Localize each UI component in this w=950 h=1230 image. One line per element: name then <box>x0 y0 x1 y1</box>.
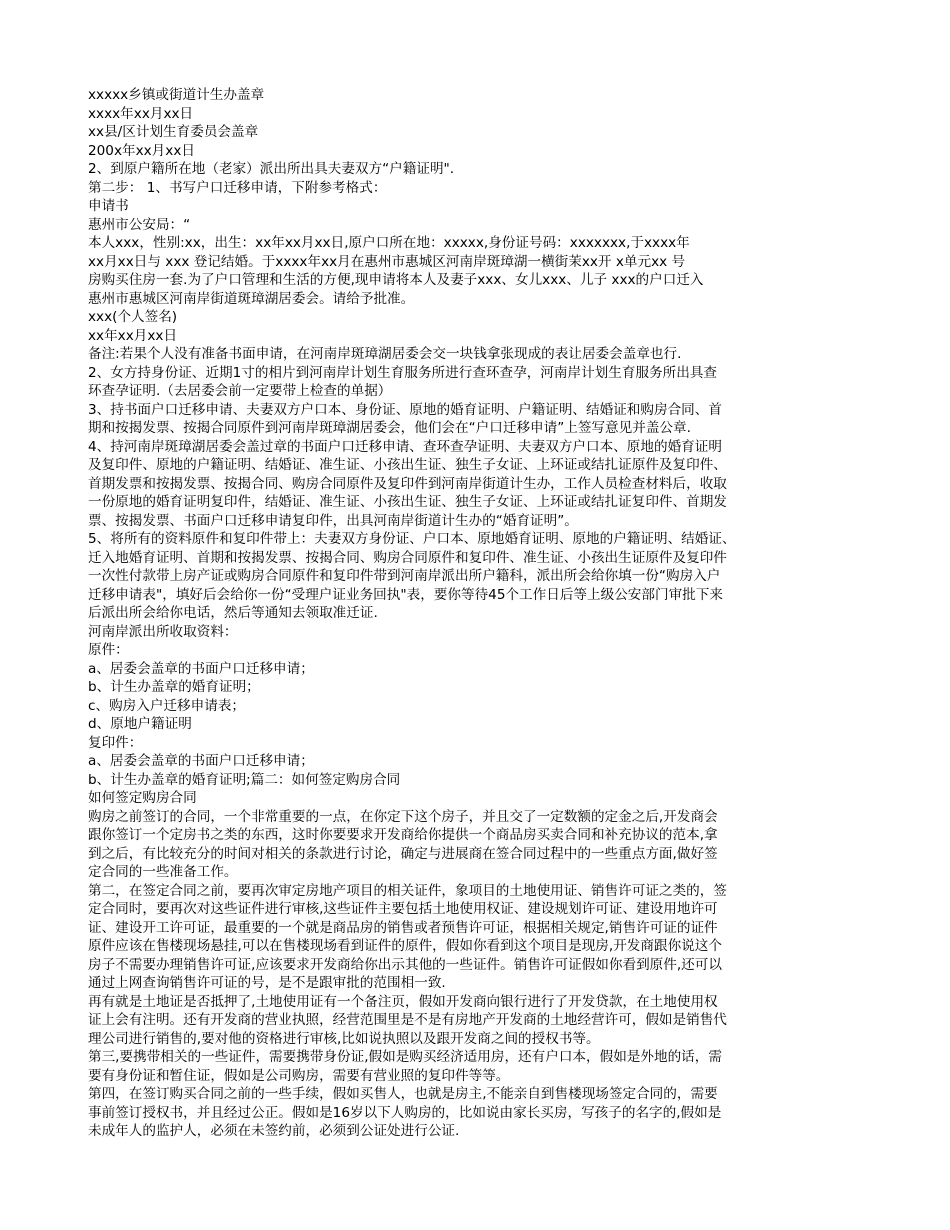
document-line: 再有就是土地证是否抵押了,土地使用证有一个备注页，假如开发商向银行进行了开发贷款，在土地使用权 <box>88 993 718 1010</box>
document-line: xx月xx日与 xxx 登记结婚。于xxxx年xx月在惠州市惠城区河南岸斑璋湖一横街茉xx开 x单元xx 号 <box>88 253 686 270</box>
document-line: 理公司进行销售的,要对他的资格进行审核,比如说执照以及跟开发商之间的授权书等。 <box>88 1030 600 1047</box>
document-line: c、购房入户迁移申请表； <box>88 697 246 714</box>
document-line: 证、建设开工许可证，最重要的一个就是商品房的销售或者预售许可证，根据相关规定,销售许可证的证件 <box>88 919 718 936</box>
document-line: 第四，在签订购买合同之前的一些手续，假如买售人，也就是房主,不能亲自到售楼现场签定合同的，需要 <box>88 1086 718 1102</box>
document-line: 迁入地婚育证明、首期和按揭发票、按揭合同、购房合同原件和复印件、准生证、小孩出生证原件及复印件 <box>88 549 727 566</box>
document-line: 后派出所会给你电话，然后等通知去领取准迁证. <box>88 605 378 621</box>
document-line: 环查孕证明.（去居委会前一定要带上检查的单据） <box>88 383 392 399</box>
document-line: 定合同时，要再次对这些证件进行审核,这些证件主要包括土地使用权证、建设规划许可证、建设用地许可 <box>88 901 718 917</box>
document-line: 跟你签订一个定房书之类的东西，这时你要要求开发商给你提供一个商品房买卖合同和补充协议的范本,拿 <box>88 827 718 843</box>
document-line: 如何签定购房合同 <box>88 790 197 806</box>
document-line: 购房之前签订的合同，一个非常重要的一点，在你定下这个房子，并且交了一定数额的定金之后,开发商会 <box>88 808 718 825</box>
document-line: 第二，在签定合同之前，要再次审定房地产项目的相关证件，象项目的土地使用证、销售许可证之类的，签 <box>88 882 727 899</box>
document-line: 未成年人的监护人，必须在未签约前，必须到公证处进行公证. <box>88 1123 460 1139</box>
document-line: b、计生办盖章的婚育证明;篇二：如何签定购房合同 <box>88 771 401 788</box>
document-line: 房购买住房一套.为了户口管理和生活的方便,现申请将本人及妻子xxx、女儿xxx、儿子 xxx的户口迁入 <box>88 272 704 288</box>
document-line: 复印件： <box>88 734 143 751</box>
document-line: a、居委会盖章的书面户口迁移申请； <box>88 660 314 677</box>
document-line: 原件应该在售楼现场悬挂,可以在售楼现场看到证件的原件，假如你看到这个项目是现房,开发商跟你说这个 <box>88 938 722 954</box>
document-line: 2、女方持身份证、近期1寸的相片到河南岸计划生育服务所进行查环查孕，河南岸计划生育服务所出具查 <box>88 364 718 381</box>
document-line: 备注:若果个人没有准备书面申请，在河南岸斑璋湖居委会交一块钱拿张现成的表让居委会盖章也行. <box>88 346 682 362</box>
document-line: 到之后，有比较充分的时间对相关的条款进行讨论，确定与进展商在签合同过程中的一些重点方面,做好签 <box>88 845 718 862</box>
document-line: 迁移申请表"，填好后会给你一份“受理户证业务回执"表，要你等待45个工作日后等上级公安部门审批下来 <box>88 586 723 603</box>
document-line: xx年xx月xx日 <box>88 327 178 344</box>
document-line: 一份原地的婚育证明复印件，结婚证、准生证、小孩出生证、独生子女证、上环证或结扎证复印件、首期发 <box>88 494 727 510</box>
document-line: xxxx年xx月xx日 <box>88 105 194 122</box>
document-line: 证上会有注明。还有开发商的营业执照，经营范围里是不是有房地产开发商的土地经营许可，假如是销售代 <box>88 1012 727 1028</box>
document-line: 第二步： 1、书写户口迁移申请，下附参考格式： <box>88 179 387 196</box>
document-line: 及复印件、原地的户籍证明、结婚证、准生证、小孩出生证、独生子女证、上环证或结扎证原件及复印件、 <box>88 457 727 473</box>
document-line: 第三,要携带相关的一些证件，需要携带身份证,假如是购买经济适用房，还有户口本，假如是外地的话，需 <box>88 1049 722 1065</box>
document-line: 5、将所有的资料原件和复印件带上：夫妻双方身份证、户口本、原地婚育证明、原地的户籍证明、结婚证、 <box>88 531 736 547</box>
document-line: xxx(个人签名) <box>88 309 178 325</box>
document-line: 通过上网查询销售许可证的号，是不是跟审批的范围相一致. <box>88 975 446 991</box>
document-line: 惠州市惠城区河南岸街道斑璋湖居委会。请给予批准。 <box>88 290 415 307</box>
document-line: 申请书 <box>88 198 129 214</box>
document-line: 票、按揭发票、书面户口迁移申请复印件，出具河南岸街道计生办的“婚育证明”。 <box>88 512 578 529</box>
document-line: b、计生办盖章的婚育证明； <box>88 679 260 695</box>
document-line: 要有身份证和暂住证，假如是公司购房，需要有营业照的复印件等等。 <box>88 1067 510 1084</box>
document-line: 定合同的一些准备工作。 <box>88 864 238 880</box>
document-line: 房子不需要办理销售许可证,应该要求开发商给你出示其他的一些证件。销售许可证假如你看到原件,还可以 <box>88 956 722 973</box>
document-line: 事前签订授权书，并且经过公正。假如是16岁以下人购房的，比如说由家长买房，写孩子的名字的,假如是 <box>88 1104 722 1121</box>
document-line: d、原地户籍证明 <box>88 716 192 732</box>
document-line: a、居委会盖章的书面户口迁移申请； <box>88 753 314 769</box>
document-line: 4、持河南岸斑璋湖居委会盖过章的书面户口迁移申请、查环查孕证明、夫妻双方户口本、原地的婚育证明 <box>88 438 722 455</box>
document-line: 2、到原户籍所在地（老家）派出所出具夫妻双方“户籍证明". <box>88 161 455 177</box>
document-line: 河南岸派出所收取资料： <box>88 623 238 640</box>
document-line: xxxxx乡镇或街道计生办盖章 <box>88 87 265 103</box>
document-line: 惠州市公安局：“ <box>88 216 191 233</box>
document-line: 首期发票和按揭发票、按揭合同、购房合同原件及复印件到河南岸街道计生办，工作人员检查材料后，收取 <box>88 475 727 492</box>
document-line: 200x年xx月xx日 <box>88 142 195 159</box>
document-line: 本人xxx，性别:xx，出生：xx年xx月xx日,原户口所在地：xxxxx,身份证号码：xxxxxxx,于xxxx年 <box>88 235 690 251</box>
document-line: 期和按揭发票、按揭合同原件到河南岸斑璋湖居委会，他们会在“户口迁移申请”上签写意见并盖公章. <box>88 420 691 436</box>
document-line: xx县/区计划生育委员会盖章 <box>88 124 259 140</box>
document-line: 原件： <box>88 642 129 658</box>
document-line: 一次性付款带上房产证或购房合同原件和复印件带到河南岸派出所户籍科，派出所会给你填一份“购房入户 <box>88 568 721 584</box>
document-line: 3、持书面户口迁移申请、夫妻双方户口本、身份证、原地的婚育证明、户籍证明、结婚证和购房合同、首 <box>88 401 722 418</box>
document-page <box>88 86 878 1141</box>
